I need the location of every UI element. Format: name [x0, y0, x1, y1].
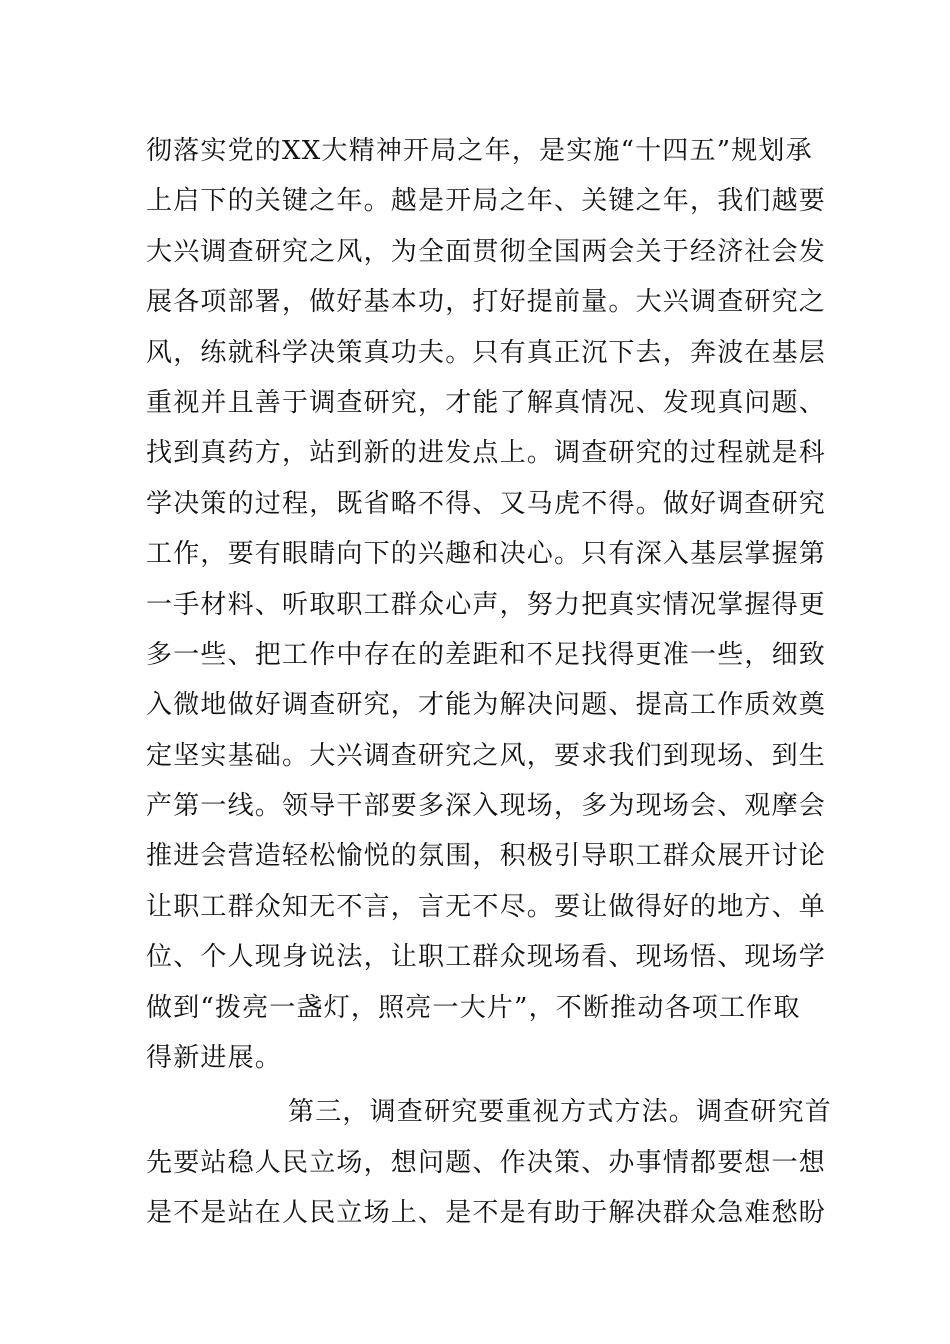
- text-line: 定坚实基础。大兴调查研究之风，要求我们到现场、到生: [146, 740, 827, 771]
- text-line: 入微地做好调查研究，才能为解决问题、提高工作质效奠: [146, 690, 827, 721]
- text-line: 彻落实党的XX大精神开局之年，是实施“十四五”规划承: [146, 136, 813, 166]
- text-line: 大兴调查研究之风，为全面贯彻全国两会关于经济社会发: [146, 236, 827, 267]
- body-text: [146, 130, 833, 1243]
- text-line: 工作，要有眼睛向下的兴趣和决心。只有深入基层掌握第: [146, 539, 827, 570]
- paragraph-2: [146, 1091, 833, 1242]
- text-line: 风，练就科学决策真功夫。只有真正沉下去，奔波在基层: [146, 337, 827, 368]
- text-line: 是不是站在人民立场上、是不是有助于解决群众急难愁盼: [146, 1198, 827, 1229]
- text-line: 产第一线。领导干部要多深入现场，多为现场会、观摩会: [146, 791, 827, 822]
- text-line: 得新进展。: [146, 1043, 283, 1074]
- text-line: 多一些、把工作中存在的差距和不足找得更准一些，细致: [146, 639, 827, 670]
- text-line: 学决策的过程，既省略不得、又马虎不得。做好调查研究: [146, 488, 827, 519]
- text-line: 位、个人现身说法，让职工群众现场看、现场悟、现场学: [146, 942, 827, 973]
- text-line: 做到“拨亮一盏灯，照亮一大片”，不断推动各项工作取: [146, 992, 801, 1023]
- text-line: 展各项部署，做好基本功，打好提前量。大兴调查研究之: [146, 287, 827, 318]
- text-line: 上启下的关键之年。越是开局之年、关键之年，我们越要: [146, 186, 827, 217]
- text-line: 一手材料、听取职工群众心声，努力把真实情况掌握得更: [146, 589, 827, 620]
- text-line: 推进会营造轻松愉悦的氛围，积极引导职工群众展开讨论: [146, 841, 827, 872]
- text-line: 先要站稳人民立场，想问题、作决策、办事情都要想一想: [146, 1147, 827, 1178]
- text-line: 找到真药方，站到新的进发点上。调查研究的过程就是科: [146, 438, 827, 469]
- text-line: 第三，调查研究要重视方式方法。调查研究首: [288, 1097, 833, 1128]
- text-line: 让职工群众知无不言，言无不尽。要让做得好的地方、单: [146, 891, 827, 922]
- text-line: 重视并且善于调查研究，才能了解真情况、发现真问题、: [146, 387, 827, 418]
- paragraph-1: [146, 130, 827, 1087]
